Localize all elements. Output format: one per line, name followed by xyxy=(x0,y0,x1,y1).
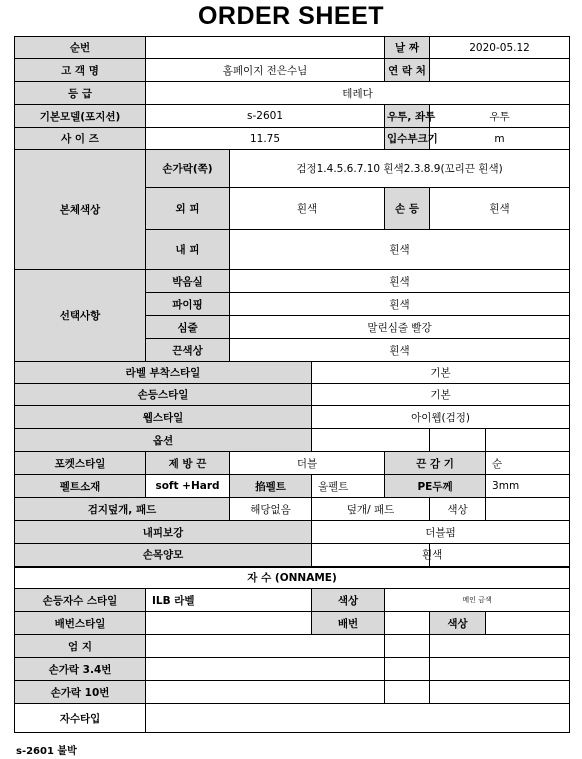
label-options: 선택사항 xyxy=(15,270,146,362)
row-finger10 xyxy=(15,681,570,704)
value-number[interactable] xyxy=(146,37,385,59)
value-cord[interactable]: 말린심줄 빨강 xyxy=(230,316,570,339)
value-finger10-2[interactable] xyxy=(385,681,430,704)
value-finger34[interactable] xyxy=(146,658,385,681)
row-model xyxy=(15,105,570,128)
row-finger34 xyxy=(15,658,570,681)
label-throw: 우투, 좌투 xyxy=(385,105,430,128)
row-customer xyxy=(15,59,570,82)
label-index-cover: 검지덮개, 패드 xyxy=(15,498,230,521)
value-piping[interactable]: 흰색 xyxy=(230,293,570,316)
label-back: 손 등 xyxy=(385,188,430,230)
label-pocket-size: 입수부크기 xyxy=(385,128,430,150)
order-table xyxy=(14,36,570,733)
row-pocket xyxy=(15,452,570,475)
value-back-embroidery[interactable]: ILB 라벨 xyxy=(146,589,312,612)
row-index-cover xyxy=(15,498,570,521)
label-contact: 연 락 처 xyxy=(385,59,430,82)
value-number-color[interactable] xyxy=(486,612,570,635)
value-size[interactable]: 11.75 xyxy=(146,128,385,150)
value-contact[interactable] xyxy=(430,59,570,82)
value-finger34-2[interactable] xyxy=(385,658,430,681)
value-throw[interactable]: 우투 xyxy=(430,105,570,128)
value-inner-reinforce[interactable]: 더블펌 xyxy=(312,521,570,544)
label-lace-strap: 제 방 끈 xyxy=(146,452,230,475)
row-number-embroidery xyxy=(15,612,570,635)
row-option xyxy=(15,429,570,452)
value-lace-color[interactable]: 흰색 xyxy=(230,339,570,362)
row-thumb xyxy=(15,635,570,658)
page-title: ORDER SHEET xyxy=(197,2,385,30)
value-thumb[interactable] xyxy=(146,635,385,658)
value-finger34-3[interactable] xyxy=(430,658,570,681)
value-model[interactable]: s-2601 xyxy=(146,105,385,128)
label-cord: 심줄 xyxy=(146,316,230,339)
label-cover-pad: 덮개/ 패드 xyxy=(312,498,430,521)
row-grade xyxy=(15,82,570,105)
label-cover-color: 색상 xyxy=(430,498,486,521)
value-lace-strap[interactable]: 더블 xyxy=(230,452,385,475)
label-back-emb-color: 색상 xyxy=(312,589,385,612)
row-inner-reinforce xyxy=(15,521,570,544)
row-felt xyxy=(15,475,570,498)
value-label-style[interactable]: 기본 xyxy=(312,362,570,384)
embroidery-header: 자 수 (ONNAME) xyxy=(15,567,570,589)
value-finger[interactable]: 검정1.4.5.6.7.10 흰색2.3.8.9(꼬리끈 흰색) xyxy=(230,150,570,188)
value-inner[interactable]: 흰색 xyxy=(230,230,570,270)
value-back[interactable]: 흰색 xyxy=(430,188,570,230)
label-stitch: 박음실 xyxy=(146,270,230,293)
value-felt-material[interactable]: soft +Hard xyxy=(146,475,230,498)
label-finger10: 손가락 10번 xyxy=(15,681,146,704)
value-wrist-lining[interactable]: 흰색 xyxy=(312,544,430,567)
label-back-style: 손등스타일 xyxy=(15,384,312,406)
label-size: 사 이 즈 xyxy=(15,128,146,150)
label-grade: 등 급 xyxy=(15,82,146,105)
label-customer: 고 객 명 xyxy=(15,59,146,82)
row-size xyxy=(15,128,570,150)
label-pe-thickness: PE두께 xyxy=(385,475,486,498)
value-back-emb-color[interactable]: 메인 금색 xyxy=(385,589,570,612)
value-pe-thickness[interactable]: 3mm xyxy=(486,475,570,498)
label-thumb: 엄 지 xyxy=(15,635,146,658)
row-number xyxy=(15,37,570,59)
value-outer[interactable]: 흰색 xyxy=(230,188,385,230)
row-web-style xyxy=(15,406,570,429)
value-back-number[interactable] xyxy=(385,612,430,635)
value-date[interactable]: 2020-05.12 xyxy=(430,37,570,59)
value-cover-color[interactable] xyxy=(486,498,570,521)
label-date: 날 짜 xyxy=(385,37,430,59)
row-finger-color xyxy=(15,150,570,188)
row-back-embroidery xyxy=(15,589,570,612)
label-web-style: 웹스타일 xyxy=(15,406,312,429)
row-embroidery-header xyxy=(15,567,570,589)
label-inner: 내 피 xyxy=(146,230,230,270)
value-thumb-2[interactable] xyxy=(385,635,430,658)
value-lace-wrap[interactable]: 순 xyxy=(486,452,570,475)
value-grade[interactable]: 테레다 xyxy=(146,82,570,105)
label-felt-type: 掐펠트 xyxy=(230,475,312,498)
label-number-embroidery: 배번스타일 xyxy=(15,612,146,635)
value-option-3[interactable] xyxy=(486,429,570,452)
footer-note: s-2601 불박 xyxy=(16,746,77,757)
label-model: 기본모델(포지션) xyxy=(15,105,146,128)
label-number-color: 색상 xyxy=(430,612,486,635)
value-stitch[interactable]: 흰색 xyxy=(230,270,570,293)
label-finger: 손가락(쪽) xyxy=(146,150,230,188)
label-back-embroidery: 손등자수 스타일 xyxy=(15,589,146,612)
row-font xyxy=(15,704,570,733)
value-font[interactable] xyxy=(146,704,570,733)
row-stitch xyxy=(15,270,570,293)
label-font: 자수타입 xyxy=(15,704,146,733)
value-thumb-3[interactable] xyxy=(430,635,570,658)
row-wrist-lining xyxy=(15,544,570,567)
label-inner-reinforce: 내피보강 xyxy=(15,521,312,544)
value-finger10[interactable] xyxy=(146,681,385,704)
label-lace-wrap: 끈 감 기 xyxy=(385,452,486,475)
value-back-style[interactable]: 기본 xyxy=(312,384,570,406)
label-lace-color: 끈색상 xyxy=(146,339,230,362)
value-number-embroidery[interactable] xyxy=(146,612,312,635)
value-finger10-3[interactable] xyxy=(430,681,570,704)
value-index-cover[interactable]: 해당없음 xyxy=(230,498,312,521)
label-outer: 외 피 xyxy=(146,188,230,230)
value-option-1[interactable] xyxy=(312,429,430,452)
label-number: 순번 xyxy=(15,37,146,59)
value-wrist-lining-extra[interactable] xyxy=(430,544,570,567)
label-back-number: 배번 xyxy=(312,612,385,635)
row-back-style xyxy=(15,384,570,406)
label-piping: 파이핑 xyxy=(146,293,230,316)
value-customer[interactable]: 홈페이지 전은수님 xyxy=(146,59,385,82)
value-felt-type[interactable]: 울펠트 xyxy=(312,475,385,498)
label-felt: 펠트소재 xyxy=(15,475,146,498)
label-wrist-lining: 손목양모 xyxy=(15,544,312,567)
value-web-style[interactable]: 아이웹(검정) xyxy=(312,406,570,429)
label-label-style: 라벨 부착스타일 xyxy=(15,362,312,384)
label-pocket: 포켓스타일 xyxy=(15,452,146,475)
label-finger34: 손가락 3.4번 xyxy=(15,658,146,681)
label-body-color: 본체색상 xyxy=(15,150,146,270)
label-option: 옵션 xyxy=(15,429,312,452)
row-label-style xyxy=(15,362,570,384)
value-option-2[interactable] xyxy=(430,429,486,452)
value-pocket-size[interactable]: m xyxy=(430,128,570,150)
